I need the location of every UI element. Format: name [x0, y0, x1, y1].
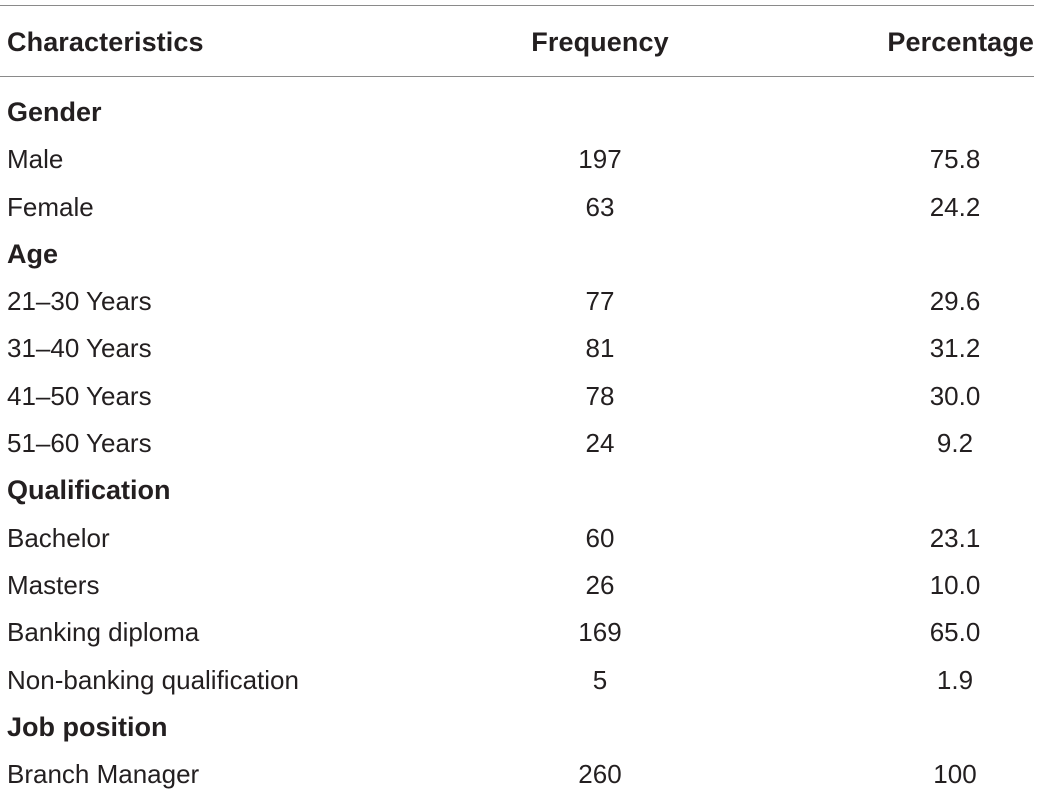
section-label: Gender	[7, 97, 102, 127]
frequency-cell: 77	[585, 286, 615, 317]
percentage-cell: 24.2	[929, 191, 981, 222]
table-row	[0, 656, 1040, 703]
frequency-cell: 78	[585, 380, 615, 411]
section-label: Qualification	[7, 475, 171, 506]
frequency-cell: 81	[585, 333, 615, 364]
row-label: 31–40 Years	[7, 333, 152, 364]
row-label: Bachelor	[7, 522, 110, 553]
row-label: Female	[7, 191, 94, 222]
frequency-cell: 5	[592, 664, 608, 695]
percentage-cell: 100	[933, 759, 977, 790]
header-percentage: Percentage	[887, 27, 1034, 57]
frequency-cell: 60	[585, 522, 615, 553]
percentage-cell: 9.2	[936, 428, 974, 459]
header-frequency: Frequency	[531, 27, 669, 57]
table-row	[0, 277, 1040, 324]
row-label: Non-banking qualification	[7, 664, 299, 695]
section-label: Age	[7, 238, 59, 269]
table-header-rule	[0, 76, 1034, 77]
table-header-row	[0, 18, 1040, 66]
row-label: 51–60 Years	[7, 428, 152, 459]
header-characteristics: Characteristics	[7, 27, 204, 57]
percentage-cell: 29.6	[929, 286, 981, 317]
table-row	[0, 324, 1040, 371]
table-row	[0, 561, 1040, 608]
percentage-cell: 65.0	[929, 617, 981, 648]
section-header-row	[0, 466, 1040, 513]
table-row	[0, 750, 1040, 797]
section-header-row	[0, 703, 1040, 750]
row-label: Branch Manager	[7, 759, 200, 790]
table-row	[0, 608, 1040, 655]
percentage-cell: 75.8	[929, 144, 981, 175]
percentage-cell: 23.1	[929, 522, 981, 553]
percentage-cell: 10.0	[929, 569, 981, 600]
row-label: Banking diploma	[7, 617, 200, 648]
table-row	[0, 183, 1040, 230]
row-label: Masters	[7, 569, 100, 600]
row-label: Male	[7, 144, 64, 175]
percentage-cell: 1.9	[936, 664, 974, 695]
table-top-rule	[0, 5, 1034, 6]
frequency-cell: 26	[585, 569, 615, 600]
table-row	[0, 514, 1040, 561]
table-row	[0, 372, 1040, 419]
percentage-cell: 31.2	[929, 333, 981, 364]
frequency-cell: 24	[585, 428, 615, 459]
section-label: Job position	[7, 711, 168, 742]
table-body	[0, 88, 1040, 797]
table-row	[0, 135, 1040, 182]
frequency-cell: 197	[578, 144, 622, 175]
percentage-cell: 30.0	[929, 380, 981, 411]
section-header-row	[0, 230, 1040, 277]
frequency-cell: 63	[585, 191, 615, 222]
frequency-cell: 260	[578, 759, 622, 790]
section-header-row	[0, 88, 1040, 135]
frequency-cell: 169	[578, 617, 622, 648]
row-label: 21–30 Years	[7, 286, 152, 317]
row-label: 41–50 Years	[7, 380, 152, 411]
table-row	[0, 419, 1040, 466]
